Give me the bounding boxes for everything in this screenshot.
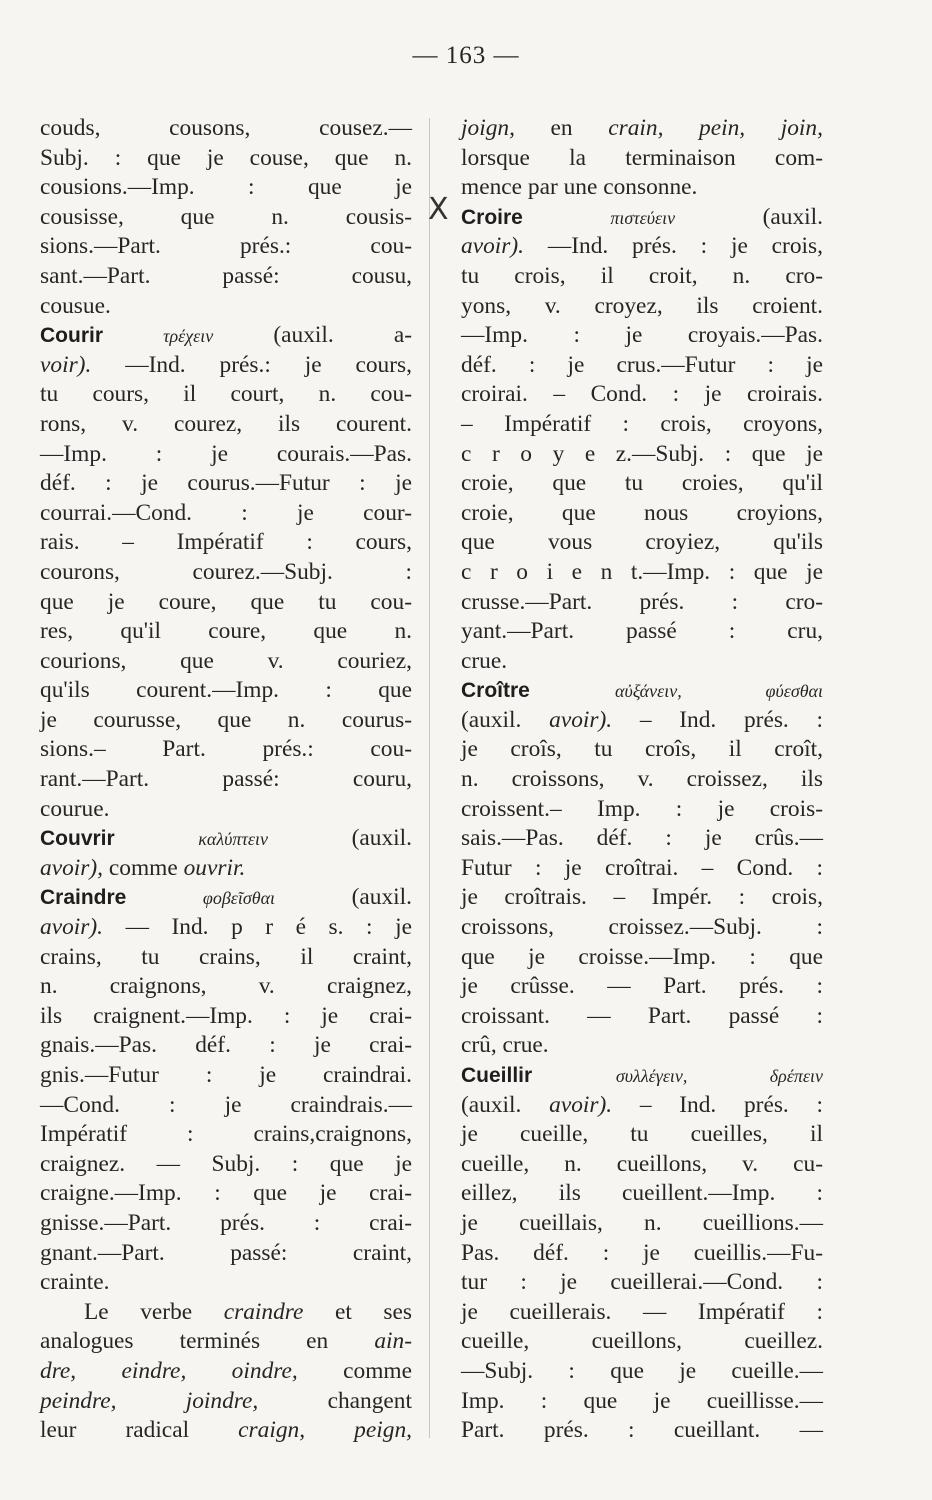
entry-text: gnais.—Pas. déf. : je crai- [40,1032,412,1059]
entry-text: —Imp. : je courais.—Pas. [40,440,412,467]
entry-text: je cueillerais. — Impératif : [461,1298,823,1325]
entry-text: Le verbe [84,1298,193,1325]
left-column-line [40,1268,412,1298]
entry-text: craigne.—Imp. : que je crai- [40,1180,412,1207]
entry-text: rais. – Impératif : cours, [40,529,412,556]
right-column-line [461,262,823,292]
italic-text: avoir), [40,854,104,881]
entry-text: —Ind. prés.: je cours, [125,351,412,378]
right-column-line [461,854,823,884]
right-column-line [461,203,823,233]
right-column-line [461,144,823,174]
left-column-line [40,1357,412,1387]
entry-text: je crûsse. — Part. prés. : [461,973,823,1000]
entry-text: Impératif : crains,craignons, [40,1121,412,1148]
greek-gloss: καλύπτειν [198,829,268,850]
entry-text: je cueille, tu cueilles, il [461,1121,823,1148]
entry-headword: Croire [461,205,523,229]
entry-text: comme [108,854,178,881]
right-column-line [461,321,823,351]
right-column-line [461,440,823,470]
right-column-line [461,913,823,943]
entry-text: lorsque la terminaison com- [461,144,823,171]
left-column-line [40,617,412,647]
right-column-line [461,1268,823,1298]
italic-text: voir). [40,351,92,378]
italic-text: avoir). [549,706,613,733]
entry-text: courrai.—Cond. : je cour- [40,499,412,526]
right-column-line [461,883,823,913]
entry-text: sant.—Part. passé: cousu, [40,262,412,289]
right-column-line [461,1061,823,1091]
left-column-line [40,262,412,292]
right-column-line [461,558,823,588]
entry-text: crusse.—Part. prés. : cro- [461,588,823,615]
entry-text: – Ind. prés. : [639,1091,823,1118]
left-column-line [40,558,412,588]
left-column-line [40,1298,412,1328]
entry-text: Pas. déf. : je cueillis.—Fu- [461,1239,823,1266]
left-column-line [40,943,412,973]
left-column-line [40,1150,412,1180]
entry-text: couds, cousons, cousez.— [40,115,412,141]
greek-gloss: φοβεῖσθαι [202,888,276,909]
entry-text: cueille, n. cueillons, v. cu- [461,1150,823,1177]
italic-text: crain, pein, join, [608,115,823,141]
entry-headword: Croître [461,679,530,703]
entry-text: croissant. — Part. passé : [461,1002,823,1029]
entry-headword: Cueillir [461,1064,533,1087]
right-column-line [461,1120,823,1150]
right-column-line [461,1416,823,1446]
left-column-line [40,410,412,440]
right-column-line [461,499,823,529]
entry-text: crainte. [40,1269,110,1296]
right-column-line [461,1357,823,1387]
entry-text: crû, crue. [461,1032,549,1059]
entry-text: Futur : je croîtrai. – Cond. : [461,854,823,881]
right-column-line [461,1387,823,1417]
left-column-line [40,1416,412,1446]
right-column-line [461,943,823,973]
column-divider [429,118,430,1438]
entry-text: Part. prés. : cueillant. — [461,1417,823,1444]
entry-text: gnis.—Futur : je craindrai. [40,1062,412,1088]
entry-text: croie, que tu croies, qu'il [461,470,823,497]
right-column-line [461,1091,823,1121]
entry-text: — Ind. p r é s. : je [125,914,412,941]
entry-text: leur radical [40,1417,190,1444]
left-column-line [40,380,412,410]
left-column-line [40,351,412,381]
entry-text: que je croisse.—Imp. : que [461,943,823,970]
entry-text: analogues terminés en [40,1328,329,1355]
italic-text: joign, [461,115,515,141]
right-column-line [461,528,823,558]
right-column-line [461,469,823,499]
right-column-line [461,765,823,795]
entry-text: —Subj. : que je cueille.— [461,1357,823,1384]
entry-text: – Impératif : crois, croyons, [461,410,823,437]
entry-text: —Ind. prés. : je crois, [547,233,823,260]
left-column-line [40,706,412,736]
entry-text: cousions.—Imp. : que je [40,174,412,201]
left-column-line [40,735,412,765]
left-column-line [40,854,412,884]
italic-text: avoir). [461,233,525,260]
entry-text: courons, courez.—Subj. : [40,558,412,585]
entry-text: je courusse, que n. courus- [40,706,412,733]
left-column-line [40,1327,412,1357]
right-column-line [461,173,823,203]
left-column-line [40,173,412,203]
entry-text: (auxil. [461,706,522,733]
right-column-line [461,824,823,854]
entry-text: (auxil. [461,1091,522,1118]
left-column-line [40,1387,412,1417]
entry-text: déf. : je courus.—Futur : je [40,470,412,497]
entry-text: rons, v. courez, ils courent. [40,410,412,437]
right-column-line [461,972,823,1002]
left-column-line [40,144,412,174]
left-column [40,114,412,1446]
left-column-line [40,883,412,913]
entry-text: crue. [461,647,508,674]
right-column-line [461,706,823,736]
greek-gloss: πιστεύειν [610,207,676,228]
right-column-line [461,1327,823,1357]
left-column-line [40,292,412,322]
entry-text: gnisse.—Part. prés. : crai- [40,1209,412,1236]
left-column-line [40,321,412,351]
right-column-line [461,617,823,647]
page-number: — 163 — [412,42,520,69]
left-column-line [40,499,412,529]
entry-text: sais.—Pas. déf. : je crûs.— [461,825,823,852]
right-column-line [461,1031,823,1061]
entry-text: (auxil. [351,884,412,911]
italic-text: dre, eindre, oindre, [40,1357,298,1384]
right-column-line [461,410,823,440]
entry-headword: Couvrir [40,827,115,851]
entry-text: cueille, cueillons, cueillez. [461,1328,823,1355]
left-column-line [40,1031,412,1061]
entry-text: —Cond. : je craindrais.— [40,1091,412,1118]
italic-text: peindre, joindre, [40,1387,259,1414]
left-column-line [40,528,412,558]
entry-text: je cueillais, n. cueillions.— [461,1209,823,1236]
entry-text: que je coure, que tu cou- [40,588,412,615]
left-column-line [40,647,412,677]
right-column [461,114,823,1446]
right-column-line [461,795,823,825]
left-column-line [40,795,412,825]
left-column-line [40,1002,412,1032]
left-column-line [40,114,412,144]
greek-gloss: αὐξάνειν, φύεσθαι [615,681,823,702]
entry-text: —Imp. : je croyais.—Pas. [461,322,823,349]
entry-text: tur : je cueillerai.—Cond. : [461,1269,823,1296]
right-column-line [461,351,823,381]
left-column-line [40,1061,412,1091]
italic-text: craindre [223,1298,304,1325]
entry-text: changent [327,1387,412,1414]
right-column-line [461,1209,823,1239]
entry-text: courions, que v. couriez, [40,647,412,674]
entry-text: sions.—Part. prés.: cou- [40,233,412,260]
right-column-line [461,1298,823,1328]
entry-text: gnant.—Part. passé: craint, [40,1239,412,1266]
entry-headword: Courir [40,324,103,348]
entry-text: je croîs, tu croîs, il croît, [461,736,823,763]
entry-text: et ses [334,1298,412,1325]
entry-text: rant.—Part. passé: couru, [40,766,412,793]
italic-text: craign, peign, [238,1417,412,1444]
left-column-line [40,469,412,499]
right-column-line [461,1239,823,1269]
entry-text: croissent.– Imp. : je crois- [461,795,823,822]
entry-text: yant.—Part. passé : cru, [461,618,823,645]
italic-text: ain- [374,1328,412,1355]
entry-text: tu crois, il croit, n. cro- [461,262,823,289]
greek-gloss: τρέχειν [163,326,214,347]
right-column-line [461,1002,823,1032]
entry-text: croissons, croissez.—Subj. : [461,914,823,941]
entry-text: crains, tu crains, il craint, [40,943,412,970]
entry-text: eillez, ils cueillent.—Imp. : [461,1180,823,1207]
right-column-line [461,735,823,765]
right-column-line [461,588,823,618]
right-column-line [461,1150,823,1180]
entry-text: Subj. : que je couse, que n. [40,144,412,171]
entry-text: déf. : je crus.—Futur : je [461,351,823,378]
entry-text: n. croissons, v. croissez, ils [461,766,823,793]
entry-text: sions.– Part. prés.: cou- [40,736,412,763]
entry-headword: Craindre [40,886,127,910]
entry-text: (auxil. a- [273,322,412,349]
entry-text: n. craignons, v. craignez, [40,973,412,1000]
entry-text: – Ind. prés. : [639,706,823,733]
entry-text: c r o y e z.—Subj. : que je [461,440,823,467]
entry-text: en [550,115,573,141]
entry-text: je croîtrais. – Impér. : crois, [461,884,823,911]
entry-text: croirai. – Cond. : je croirais. [461,381,823,408]
entry-text: croie, que nous croyions, [461,499,823,526]
entry-text: cousue. [40,292,111,319]
left-column-line [40,824,412,854]
entry-text: tu cours, il court, n. cou- [40,381,412,408]
entry-text: qu'ils courent.—Imp. : que [40,677,412,704]
left-column-line [40,765,412,795]
left-column-line [40,1239,412,1269]
entry-text: ils craignent.—Imp. : je crai- [40,1002,412,1029]
entry-text: Imp. : que je cueillisse.— [461,1387,823,1414]
right-column-line [461,380,823,410]
entry-text: courue. [40,795,110,822]
left-column-line [40,588,412,618]
left-column-line [40,1179,412,1209]
left-column-line [40,972,412,1002]
margin-mark: X [428,192,449,227]
entry-text: comme [343,1357,412,1384]
left-column-line [40,1091,412,1121]
left-column-line [40,913,412,943]
entry-text: (auxil. [351,825,412,852]
entry-text: res, qu'il coure, que n. [40,618,412,645]
left-column-line [40,203,412,233]
entry-text: c r o i e n t.—Imp. : que je [461,558,823,585]
italic-text: ouvrir. [183,854,246,881]
right-column-line [461,292,823,322]
right-column-line [461,676,823,706]
entry-text: yons, v. croyez, ils croient. [461,292,823,319]
entry-text: cousisse, que n. cousis- [40,203,412,230]
entry-text: craignez. — Subj. : que je [40,1150,412,1177]
entry-text: mence par une consonne. [461,174,698,201]
italic-text: avoir). [40,914,104,941]
right-column-line [461,232,823,262]
right-column-line [461,114,823,144]
left-column-line [40,1209,412,1239]
right-column-line [461,1179,823,1209]
italic-text: avoir). [549,1091,613,1118]
left-column-line [40,676,412,706]
right-column-line [461,647,823,677]
entry-text: que vous croyiez, qu'ils [461,529,823,556]
left-column-line [40,1120,412,1150]
left-column-line [40,440,412,470]
left-column-line [40,232,412,262]
entry-text: (auxil. [762,203,823,230]
greek-gloss: συλλέγειν, δρέπειν [615,1066,823,1086]
